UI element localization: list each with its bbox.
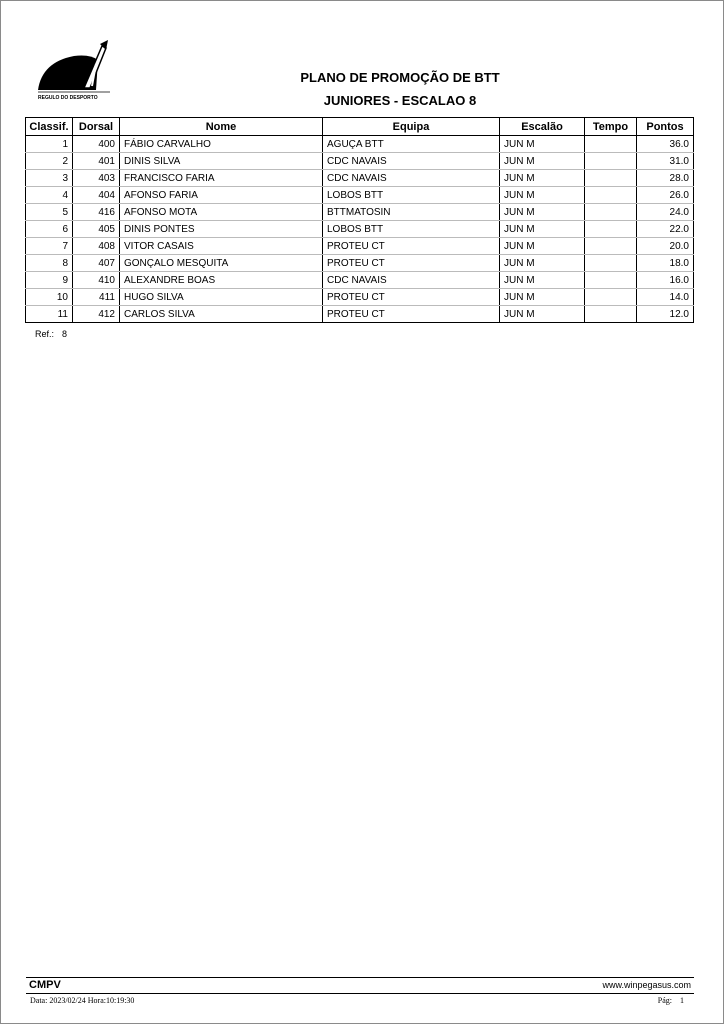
cell-nome: AFONSO MOTA: [120, 204, 323, 221]
footer-organization: CMPV: [29, 979, 61, 991]
cell-dorsal: 408: [73, 238, 120, 255]
cell-escalao: JUN M: [500, 136, 585, 153]
cell-pontos: 14.0: [637, 289, 694, 306]
cell-tempo: [585, 204, 637, 221]
cell-equipa: PROTEU CT: [323, 255, 500, 272]
footer-divider-top: [26, 977, 694, 978]
reference-note: [35, 329, 67, 339]
cell-dorsal: 405: [73, 221, 120, 238]
cell-nome: FRANCISCO FARIA: [120, 170, 323, 187]
cell-tempo: [585, 272, 637, 289]
results-table: [25, 117, 694, 323]
cell-equipa: CDC NAVAIS: [323, 170, 500, 187]
footer-website: www.winpegasus.com: [602, 980, 691, 990]
ref-value: 8: [62, 329, 68, 339]
cell-equipa: CDC NAVAIS: [323, 153, 500, 170]
cell-escalao: JUN M: [500, 204, 585, 221]
cell-tempo: [585, 221, 637, 238]
cell-escalao: JUN M: [500, 221, 585, 238]
cell-nome: DINIS SILVA: [120, 153, 323, 170]
col-header-escalao: Escalão: [500, 118, 585, 136]
cell-nome: ALEXANDRE BOAS: [120, 272, 323, 289]
cell-classif: 7: [26, 238, 73, 255]
cell-pontos: 24.0: [637, 204, 694, 221]
cell-classif: 9: [26, 272, 73, 289]
cell-pontos: 31.0: [637, 153, 694, 170]
cell-equipa: BTTMATOSIN: [323, 204, 500, 221]
col-header-pontos: Pontos: [637, 118, 694, 136]
cell-pontos: 28.0: [637, 170, 694, 187]
cell-dorsal: 410: [73, 272, 120, 289]
table-row: [26, 306, 694, 323]
cell-equipa: LOBOS BTT: [323, 187, 500, 204]
cell-nome: AFONSO FARIA: [120, 187, 323, 204]
cell-escalao: JUN M: [500, 289, 585, 306]
report-title: PLANO DE PROMOÇÃO DE BTT: [300, 70, 500, 85]
footer-page-number: [658, 996, 684, 1005]
cell-equipa: CDC NAVAIS: [323, 272, 500, 289]
logo-caption: REGULO DO DESPORTO: [38, 95, 98, 101]
cell-dorsal: 416: [73, 204, 120, 221]
cell-dorsal: 411: [73, 289, 120, 306]
cell-pontos: 36.0: [637, 136, 694, 153]
table-row: [26, 272, 694, 289]
cell-tempo: [585, 153, 637, 170]
cell-classif: 10: [26, 289, 73, 306]
cell-classif: 11: [26, 306, 73, 323]
cell-dorsal: 403: [73, 170, 120, 187]
table-row: [26, 170, 694, 187]
table-row: [26, 255, 694, 272]
cell-nome: VITOR CASAIS: [120, 238, 323, 255]
cell-classif: 1: [26, 136, 73, 153]
cell-tempo: [585, 289, 637, 306]
page-label: Pág:: [657, 996, 672, 1005]
table-row: [26, 289, 694, 306]
cell-pontos: 16.0: [637, 272, 694, 289]
footer-divider-bottom: [26, 993, 694, 994]
cell-pontos: 26.0: [637, 187, 694, 204]
cell-escalao: JUN M: [500, 187, 585, 204]
cell-pontos: 20.0: [637, 238, 694, 255]
cell-nome: DINIS PONTES: [120, 221, 323, 238]
cell-classif: 3: [26, 170, 73, 187]
regulo-do-desporto-logo: [34, 40, 114, 102]
cell-escalao: JUN M: [500, 170, 585, 187]
cell-classif: 6: [26, 221, 73, 238]
col-header-classif: Classif.: [26, 118, 73, 136]
cell-tempo: [585, 187, 637, 204]
cell-equipa: PROTEU CT: [323, 306, 500, 323]
col-header-equipa: Equipa: [323, 118, 500, 136]
table-row: [26, 136, 694, 153]
cell-tempo: [585, 255, 637, 272]
cell-equipa: LOBOS BTT: [323, 221, 500, 238]
cell-tempo: [585, 238, 637, 255]
cell-escalao: JUN M: [500, 238, 585, 255]
cell-equipa: AGUÇA BTT: [323, 136, 500, 153]
col-header-dorsal: Dorsal: [73, 118, 120, 136]
table-row: [26, 187, 694, 204]
cell-pontos: 12.0: [637, 306, 694, 323]
cell-tempo: [585, 136, 637, 153]
col-header-tempo: Tempo: [585, 118, 637, 136]
cell-nome: HUGO SILVA: [120, 289, 323, 306]
cell-dorsal: 401: [73, 153, 120, 170]
cell-classif: 5: [26, 204, 73, 221]
cell-nome: GONÇALO MESQUITA: [120, 255, 323, 272]
cell-dorsal: 407: [73, 255, 120, 272]
table-row: [26, 238, 694, 255]
cell-nome: CARLOS SILVA: [120, 306, 323, 323]
page-number: 1: [680, 996, 684, 1005]
table-row: [26, 153, 694, 170]
cell-dorsal: 404: [73, 187, 120, 204]
ref-label: Ref.:: [35, 329, 55, 339]
cell-tempo: [585, 306, 637, 323]
cell-classif: 8: [26, 255, 73, 272]
cell-classif: 4: [26, 187, 73, 204]
cell-equipa: PROTEU CT: [323, 238, 500, 255]
cell-nome: FÁBIO CARVALHO: [120, 136, 323, 153]
cell-escalao: JUN M: [500, 255, 585, 272]
report-subtitle: JUNIORES - ESCALAO 8: [323, 93, 477, 108]
table-header-row: [26, 118, 694, 136]
table-row: [26, 221, 694, 238]
cell-escalao: JUN M: [500, 272, 585, 289]
cell-equipa: PROTEU CT: [323, 289, 500, 306]
cell-dorsal: 412: [73, 306, 120, 323]
cell-pontos: 22.0: [637, 221, 694, 238]
table-row: [26, 204, 694, 221]
col-header-nome: Nome: [120, 118, 323, 136]
cell-classif: 2: [26, 153, 73, 170]
cell-escalao: JUN M: [500, 153, 585, 170]
cell-escalao: JUN M: [500, 306, 585, 323]
cell-dorsal: 400: [73, 136, 120, 153]
cell-tempo: [585, 170, 637, 187]
cell-pontos: 18.0: [637, 255, 694, 272]
footer-datetime: Data: 2023/02/24 Hora:10:19:30: [30, 996, 135, 1005]
